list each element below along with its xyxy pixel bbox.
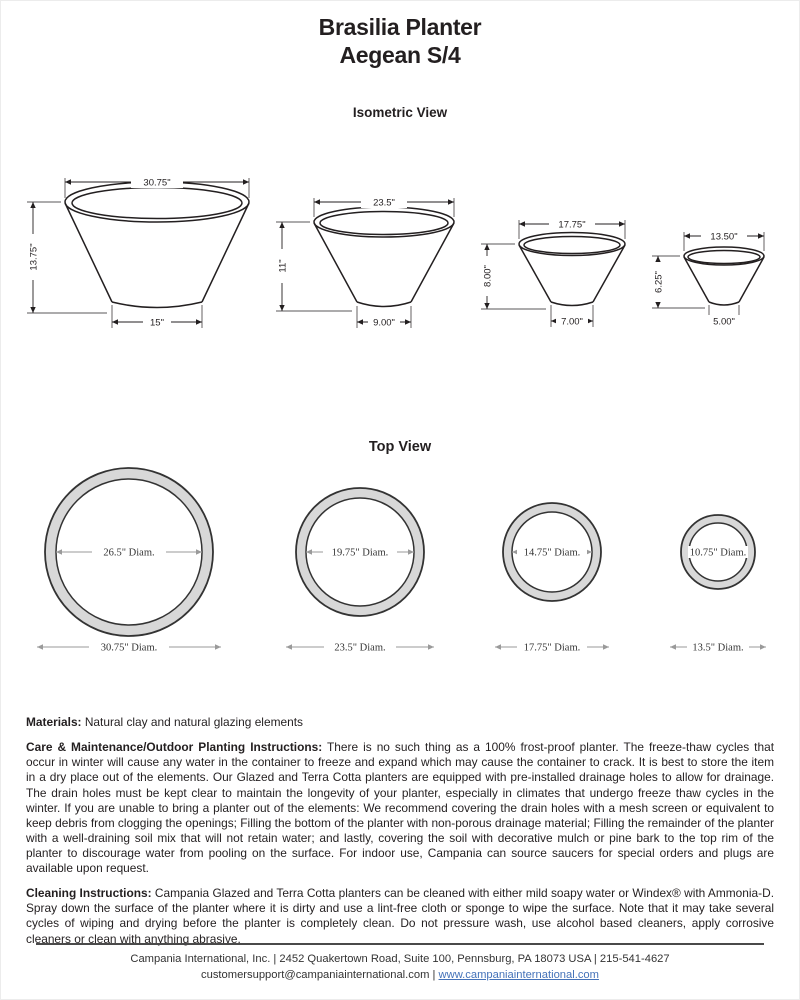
svg-text:23.5" Diam.: 23.5" Diam. xyxy=(334,642,386,654)
height-dimension xyxy=(478,244,546,309)
planter-4-drawing xyxy=(644,226,781,334)
svg-text:26.5" Diam.: 26.5" Diam. xyxy=(103,547,155,559)
planter-2-body xyxy=(314,207,454,307)
page-footer xyxy=(36,943,764,983)
base-width-dimension xyxy=(708,305,740,328)
svg-text:30.75": 30.75" xyxy=(143,177,171,189)
svg-text:11": 11" xyxy=(277,259,289,273)
outer-diameter-dimension xyxy=(286,641,434,654)
height-dimension xyxy=(24,202,107,313)
top-view-row xyxy=(29,467,771,667)
svg-text:17.75" Diam.: 17.75" Diam. xyxy=(524,642,581,654)
instructions-text xyxy=(26,715,774,947)
planter-3-drawing xyxy=(473,214,635,334)
svg-text:17.75": 17.75" xyxy=(558,219,586,231)
top-view-4-drawing xyxy=(666,467,771,662)
svg-text:15": 15" xyxy=(150,317,164,329)
page-title-line1: Brasilia Planter xyxy=(318,14,482,40)
planter-base-curve xyxy=(112,302,202,308)
svg-text:14.75" Diam.: 14.75" Diam. xyxy=(524,547,581,559)
materials-label: Materials: xyxy=(26,715,82,730)
height-dimension xyxy=(649,256,705,308)
svg-text:7.00": 7.00" xyxy=(561,316,583,328)
isometric-view-heading: Isometric View xyxy=(352,105,448,121)
top-view-1-drawing xyxy=(29,467,229,662)
page-title-line2: Aegean S/4 xyxy=(339,42,461,69)
materials-paragraph xyxy=(26,715,774,730)
top-view-planter-1 xyxy=(29,467,229,667)
planter-1-body xyxy=(65,182,249,308)
care-label: Care & Maintenance/Outdoor Planting Instructions: xyxy=(26,740,323,755)
cleaning-text: Campania Glazed and Terra Cotta planters can be cleaned with either mild soapy water or Windex® with Ammonia-D. Spray down the surface of the planter where it is dirty and use a lint-free cloth or sponge to wipe the surface. Note that it may take several cycles of wiping and drying before the planter is completely clean. Do not pressure wash, use alcohol based cleaners, apply corrosive cleaners or clean with anything abrasive. xyxy=(26,886,774,946)
footer-contact-line xyxy=(36,967,764,983)
isometric-planter-4 xyxy=(644,226,781,339)
care-text: There is no such thing as a 100% frost-proof planter. The freeze-thaw cycles that occur in winter will cause any water in the container to freeze and expand which may cause the container to crack. It is best to store the item in a dry place out of the elements. Our Glazed and Terra Cotta planters are equipped with pre-installed drainage holes to allow for drainage. The drain holes must be kept clear to maintain the longevity of your planter, especially in climates that undergo freeze thaw cycles in the winter. If you are unable to bring a planter out of the elements: We recommend covering the drain holes with a mesh screen or equivalent to keep debris from clogging the openings; Filling the bottom of the planter with non-porous drainage material; Filling the remainder of the planter with a well-draining soil mix that will not retain water; and lastly, covering the soil with decorative mulch or pine bark to the top rim of the planter to discourage water from pooling on the surface. For indoor use, Campania can source saucers for special orders and plugs are available upon request. xyxy=(26,740,774,876)
care-paragraph xyxy=(26,740,774,876)
svg-text:6.25": 6.25" xyxy=(653,271,665,294)
svg-text:30.75" Diam.: 30.75" Diam. xyxy=(100,642,158,654)
planter-base-curve xyxy=(357,302,411,307)
svg-text:8.00": 8.00" xyxy=(482,265,494,288)
top-view-planter-2 xyxy=(280,467,440,667)
planter-4-body xyxy=(684,247,764,305)
footer-website-link[interactable]: www.campaniainternational.com xyxy=(438,968,599,981)
svg-text:5.00": 5.00" xyxy=(713,316,735,328)
footer-address-line: Campania International, Inc. | 2452 Quakertown Road, Suite 100, Pennsburg, PA 18073 USA | 215-541-4627 xyxy=(130,952,670,965)
materials-text: Natural clay and natural glazing elements xyxy=(84,715,303,730)
base-width-dimension xyxy=(357,306,411,329)
cleaning-paragraph xyxy=(26,886,774,946)
svg-text:13.5" Diam.: 13.5" Diam. xyxy=(692,642,744,654)
planter-base-curve xyxy=(551,302,593,306)
planter-3-body xyxy=(519,233,625,306)
isometric-planter-3 xyxy=(473,214,635,339)
planter-rim-outer xyxy=(684,247,764,265)
svg-text:23.5": 23.5" xyxy=(373,197,395,209)
outer-diameter-dimension xyxy=(670,641,766,654)
document-header xyxy=(1,1,799,69)
base-width-dimension xyxy=(112,305,202,329)
base-width-dimension xyxy=(551,305,593,328)
isometric-drawings-row xyxy=(19,172,781,339)
inner-diameter-dimension xyxy=(512,546,592,559)
page-title xyxy=(1,1,799,69)
height-dimension xyxy=(273,222,352,311)
outer-diameter-dimension xyxy=(495,641,609,654)
svg-text:10.75" Diam.: 10.75" Diam. xyxy=(689,547,747,559)
svg-text:19.75" Diam.: 19.75" Diam. xyxy=(331,547,388,559)
top-view-heading: Top View xyxy=(368,439,432,456)
inner-diameter-dimension xyxy=(688,546,748,559)
isometric-planter-1 xyxy=(19,172,259,339)
isometric-planter-2 xyxy=(268,192,464,339)
svg-text:13.50": 13.50" xyxy=(710,231,738,243)
outer-diameter-dimension xyxy=(37,641,221,654)
top-view-planter-3 xyxy=(490,467,615,667)
top-view-3-drawing xyxy=(490,467,615,662)
top-view-planter-4 xyxy=(666,467,771,667)
planter-2-drawing xyxy=(268,192,464,334)
svg-text:13.75": 13.75" xyxy=(28,243,40,271)
footer-email: customersupport@campaniainternational.com xyxy=(201,968,430,981)
cleaning-label: Cleaning Instructions: xyxy=(26,886,152,901)
footer-separator: | xyxy=(432,968,436,981)
top-view-2-drawing xyxy=(280,467,440,662)
planter-base-curve xyxy=(709,302,739,305)
planter-1-drawing xyxy=(19,172,259,334)
svg-text:9.00": 9.00" xyxy=(373,317,395,329)
